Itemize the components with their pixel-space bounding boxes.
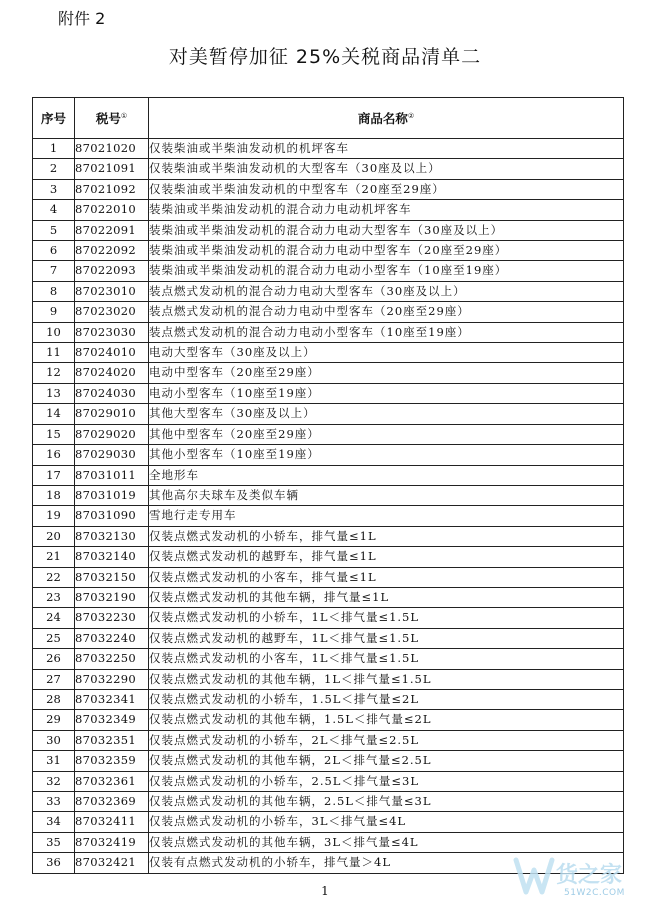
table-row xyxy=(33,139,624,159)
row-product-name: 电动小型客车（10座至19座） xyxy=(149,383,624,403)
row-tariff-code: 87032369 xyxy=(75,792,149,812)
table-row xyxy=(33,771,624,791)
row-tariff-code: 87022091 xyxy=(75,220,149,240)
row-tariff-code: 87032419 xyxy=(75,832,149,852)
table-row xyxy=(33,179,624,199)
table-row xyxy=(33,363,624,383)
row-tariff-code: 87022093 xyxy=(75,261,149,281)
row-number: 2 xyxy=(33,159,75,179)
row-tariff-code: 87032411 xyxy=(75,812,149,832)
watermark-logo xyxy=(512,848,644,910)
row-number: 5 xyxy=(33,220,75,240)
attachment-label: 附件 2 xyxy=(58,9,106,28)
row-product-name: 仅装点燃式发动机的小轿车，2L＜排气量≤2.5L xyxy=(149,730,624,750)
row-tariff-code: 87031011 xyxy=(75,465,149,485)
header-seq xyxy=(33,98,75,139)
row-product-name: 仅装点燃式发动机的其他车辆，2L＜排气量≤2.5L xyxy=(149,751,624,771)
header-code xyxy=(75,98,149,139)
row-product-name: 仅装点燃式发动机的其他车辆，3L＜排气量≤4L xyxy=(149,832,624,852)
row-product-name: 仅装点燃式发动机的小客车，1L＜排气量≤1.5L xyxy=(149,649,624,669)
row-product-name: 仅装点燃式发动机的其他车辆，1.5L＜排气量≤2L xyxy=(149,710,624,730)
table-row xyxy=(33,220,624,240)
table-row xyxy=(33,383,624,403)
row-number: 34 xyxy=(33,812,75,832)
row-tariff-code: 87032140 xyxy=(75,547,149,567)
header-seq-label: 序号 xyxy=(40,111,66,126)
row-number: 7 xyxy=(33,261,75,281)
table-row xyxy=(33,751,624,771)
row-number: 24 xyxy=(33,608,75,628)
row-tariff-code: 87032361 xyxy=(75,771,149,791)
row-tariff-code: 87032349 xyxy=(75,710,149,730)
row-tariff-code: 87032130 xyxy=(75,526,149,546)
table-row xyxy=(33,547,624,567)
row-tariff-code: 87022092 xyxy=(75,241,149,261)
row-number: 36 xyxy=(33,853,75,873)
row-tariff-code: 87032150 xyxy=(75,567,149,587)
row-product-name: 仅装点燃式发动机的小轿车，3L＜排气量≤4L xyxy=(149,812,624,832)
row-number: 25 xyxy=(33,628,75,648)
row-product-name: 电动中型客车（20座至29座） xyxy=(149,363,624,383)
row-product-name: 装柴油或半柴油发动机的混合动力电动中型客车（20座至29座） xyxy=(149,241,624,261)
row-number: 33 xyxy=(33,792,75,812)
table-row xyxy=(33,669,624,689)
row-product-name: 装点燃式发动机的混合动力电动小型客车（10座至19座） xyxy=(149,322,624,342)
row-number: 4 xyxy=(33,200,75,220)
row-number: 30 xyxy=(33,730,75,750)
table-row xyxy=(33,485,624,505)
row-tariff-code: 87021020 xyxy=(75,139,149,159)
row-tariff-code: 87032250 xyxy=(75,649,149,669)
table-row xyxy=(33,812,624,832)
row-product-name: 电动大型客车（30座及以上） xyxy=(149,343,624,363)
row-product-name: 仅装点燃式发动机的小轿车，排气量≤1L xyxy=(149,526,624,546)
row-product-name: 仅装有点燃式发动机的小轿车，排气量＞4L xyxy=(149,853,624,873)
row-number: 23 xyxy=(33,587,75,607)
table-row xyxy=(33,587,624,607)
row-number: 1 xyxy=(33,139,75,159)
row-tariff-code: 87021092 xyxy=(75,179,149,199)
row-tariff-code: 87031090 xyxy=(75,506,149,526)
table-row xyxy=(33,689,624,709)
row-tariff-code: 87029010 xyxy=(75,404,149,424)
row-number: 11 xyxy=(33,343,75,363)
row-product-name: 仅装点燃式发动机的其他车辆，2.5L＜排气量≤3L xyxy=(149,792,624,812)
table-body xyxy=(33,139,624,874)
row-number: 29 xyxy=(33,710,75,730)
table-row xyxy=(33,465,624,485)
row-product-name: 仅装点燃式发动机的小轿车，1L＜排气量≤1.5L xyxy=(149,608,624,628)
row-tariff-code: 87032290 xyxy=(75,669,149,689)
row-number: 31 xyxy=(33,751,75,771)
header-name-label: 商品名称 xyxy=(357,111,408,126)
table-row xyxy=(33,159,624,179)
row-product-name: 装点燃式发动机的混合动力电动中型客车（20座至29座） xyxy=(149,302,624,322)
row-tariff-code: 87032351 xyxy=(75,730,149,750)
table-row xyxy=(33,445,624,465)
row-number: 19 xyxy=(33,506,75,526)
row-product-name: 仅装点燃式发动机的越野车，排气量≤1L xyxy=(149,547,624,567)
row-number: 13 xyxy=(33,383,75,403)
row-tariff-code: 87032240 xyxy=(75,628,149,648)
row-number: 14 xyxy=(33,404,75,424)
header-code-footnote-mark: ① xyxy=(120,111,128,120)
header-name-footnote-mark: ② xyxy=(407,111,415,120)
row-product-name: 其他中型客车（20座至29座） xyxy=(149,424,624,444)
row-number: 20 xyxy=(33,526,75,546)
row-tariff-code: 87022010 xyxy=(75,200,149,220)
row-number: 8 xyxy=(33,281,75,301)
table-row xyxy=(33,302,624,322)
table-row xyxy=(33,343,624,363)
watermark-url: 51W2C.COM xyxy=(564,888,625,898)
row-product-name: 全地形车 xyxy=(149,465,624,485)
row-tariff-code: 87029020 xyxy=(75,424,149,444)
row-product-name: 仅装柴油或半柴油发动机的机坪客车 xyxy=(149,139,624,159)
row-tariff-code: 87032230 xyxy=(75,608,149,628)
table-row xyxy=(33,200,624,220)
table-row xyxy=(33,567,624,587)
row-number: 12 xyxy=(33,363,75,383)
row-product-name: 其他大型客车（30座及以上） xyxy=(149,404,624,424)
row-product-name: 仅装点燃式发动机的其他车辆，1L＜排气量≤1.5L xyxy=(149,669,624,689)
row-tariff-code: 87024010 xyxy=(75,343,149,363)
row-number: 26 xyxy=(33,649,75,669)
row-number: 27 xyxy=(33,669,75,689)
tariff-list-table xyxy=(32,97,624,874)
table-row xyxy=(33,281,624,301)
row-number: 10 xyxy=(33,322,75,342)
row-number: 16 xyxy=(33,445,75,465)
header-name xyxy=(149,98,624,139)
table-row xyxy=(33,608,624,628)
row-product-name: 仅装点燃式发动机的小客车，排气量≤1L xyxy=(149,567,624,587)
table-row xyxy=(33,506,624,526)
row-number: 9 xyxy=(33,302,75,322)
table-row xyxy=(33,322,624,342)
table-row xyxy=(33,261,624,281)
page-number: 1 xyxy=(321,884,329,898)
table-row xyxy=(33,526,624,546)
row-number: 3 xyxy=(33,179,75,199)
row-number: 28 xyxy=(33,689,75,709)
row-product-name: 其他小型客车（10座至19座） xyxy=(149,445,624,465)
table-row xyxy=(33,241,624,261)
row-product-name: 装柴油或半柴油发动机的混合动力电动大型客车（30座及以上） xyxy=(149,220,624,240)
row-number: 22 xyxy=(33,567,75,587)
row-number: 6 xyxy=(33,241,75,261)
table-row xyxy=(33,710,624,730)
row-tariff-code: 87032421 xyxy=(75,853,149,873)
table-row xyxy=(33,628,624,648)
table-row xyxy=(33,792,624,812)
row-number: 21 xyxy=(33,547,75,567)
row-number: 17 xyxy=(33,465,75,485)
row-tariff-code: 87023020 xyxy=(75,302,149,322)
row-tariff-code: 87032359 xyxy=(75,751,149,771)
row-product-name: 仅装点燃式发动机的越野车，1L＜排气量≤1.5L xyxy=(149,628,624,648)
row-product-name: 装柴油或半柴油发动机的混合动力电动机坪客车 xyxy=(149,200,624,220)
row-number: 32 xyxy=(33,771,75,791)
row-product-name: 装柴油或半柴油发动机的混合动力电动小型客车（10座至19座） xyxy=(149,261,624,281)
header-code-label: 税号 xyxy=(95,111,121,126)
row-product-name: 仅装点燃式发动机的其他车辆，排气量≤1L xyxy=(149,587,624,607)
row-product-name: 仅装点燃式发动机的小轿车，2.5L＜排气量≤3L xyxy=(149,771,624,791)
row-tariff-code: 87029030 xyxy=(75,445,149,465)
row-tariff-code: 87032190 xyxy=(75,587,149,607)
row-tariff-code: 87031019 xyxy=(75,485,149,505)
row-tariff-code: 87032341 xyxy=(75,689,149,709)
row-product-name: 其他高尔夫球车及类似车辆 xyxy=(149,485,624,505)
row-tariff-code: 87023010 xyxy=(75,281,149,301)
row-number: 35 xyxy=(33,832,75,852)
watermark-text: 货之家 xyxy=(556,863,623,888)
row-product-name: 仅装柴油或半柴油发动机的大型客车（30座及以上） xyxy=(149,159,624,179)
row-product-name: 仅装点燃式发动机的小轿车，1.5L＜排气量≤2L xyxy=(149,689,624,709)
row-tariff-code: 87023030 xyxy=(75,322,149,342)
table-row xyxy=(33,424,624,444)
table-row xyxy=(33,649,624,669)
table-row xyxy=(33,730,624,750)
row-number: 18 xyxy=(33,485,75,505)
row-product-name: 装点燃式发动机的混合动力电动大型客车（30座及以上） xyxy=(149,281,624,301)
row-tariff-code: 87024020 xyxy=(75,363,149,383)
table-row xyxy=(33,404,624,424)
row-product-name: 雪地行走专用车 xyxy=(149,506,624,526)
document-title: 对美暂停加征 25%关税商品清单二 xyxy=(168,46,482,68)
row-product-name: 仅装柴油或半柴油发动机的中型客车（20座至29座） xyxy=(149,179,624,199)
row-tariff-code: 87024030 xyxy=(75,383,149,403)
row-number: 15 xyxy=(33,424,75,444)
table-header-row xyxy=(33,98,624,139)
row-tariff-code: 87021091 xyxy=(75,159,149,179)
